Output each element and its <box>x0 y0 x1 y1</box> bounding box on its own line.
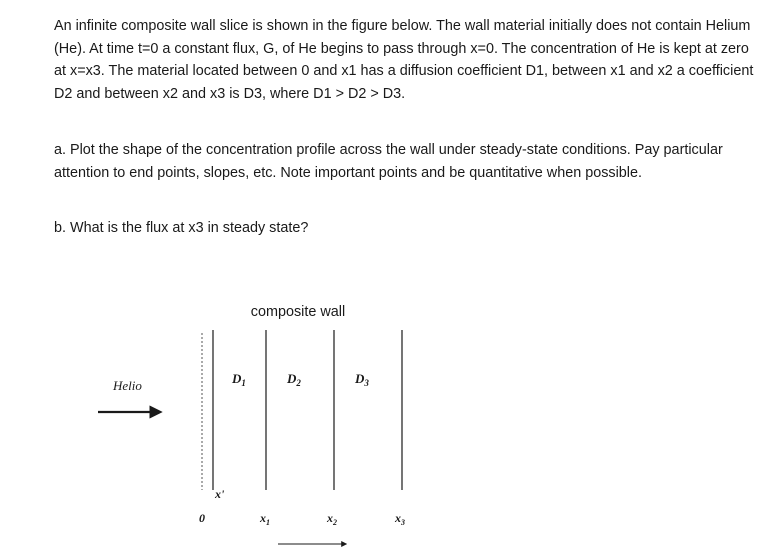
origin-label: 0 <box>199 511 205 525</box>
x-prime-label: x' <box>215 487 225 501</box>
x1-label: $x_1$ <box>260 511 270 527</box>
figure-title: composite wall <box>250 304 346 320</box>
region-label-d3: $D_3$ <box>355 371 369 388</box>
question-a: a. Plot the shape of the concentration profile across the wall under steady-state conditions. Pay particular attention to end points, slopes, etc. Note important points and be quantitative when possible. <box>54 142 723 181</box>
problem-intro: An infinite composite wall slice is shown in the figure below. The wall material initially does not contain Helium (He). At time t=0 a constant flux, G, of He begins to pass through x=0. The concentration of He is kept at zero at x=x3. The material located between 0 and x1 has a diffusion coefficient D1, between x1 and x2 a coefficient D2 and between x2 and x3 is D3, where D1 > D2 > D3. <box>54 18 754 102</box>
x3-label: $x_3$ <box>395 511 405 527</box>
x2-label: $x_2$ <box>327 511 337 527</box>
region-label-d2: $D_2$ <box>287 371 301 388</box>
question-b: b. What is the flux at x3 in steady state? <box>54 220 309 236</box>
region-label-d1: $D_1$ <box>232 371 246 388</box>
helio-label: Helio <box>113 378 142 393</box>
